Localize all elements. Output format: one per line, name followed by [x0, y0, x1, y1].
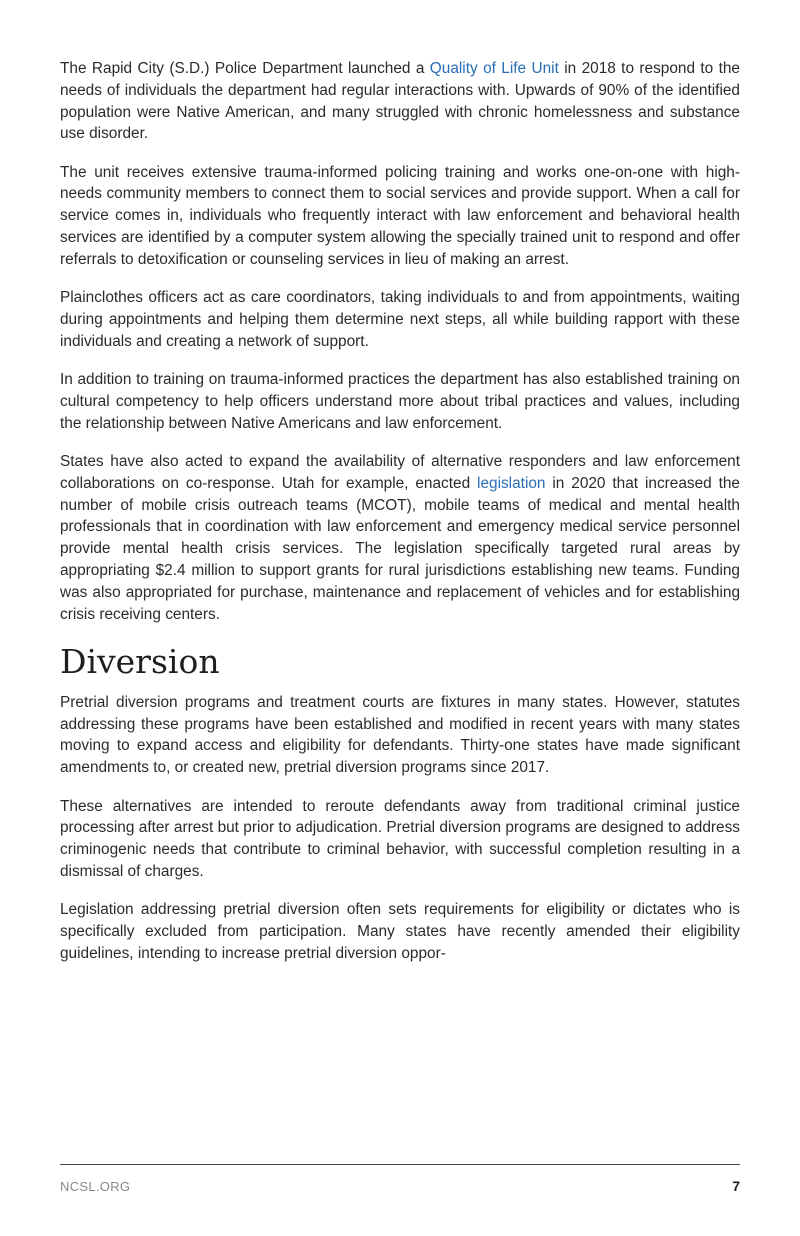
paragraph-cultural-competency: In addition to training on trauma-informed practices the department has also established training on cultural competency to help officers understand more about tribal practices and values, including the relationship between Native Americans and law enforcement.: [60, 371, 740, 432]
footer-divider: [60, 1164, 740, 1165]
page-number: 7: [732, 1178, 740, 1194]
paragraph-plainclothes: Plainclothes officers act as care coordinators, taking individuals to and from appointments, waiting during appointments and helping them determine next steps, all while building rapport with these individuals and creating a network of support.: [60, 289, 740, 350]
paragraph-unit-training: The unit receives extensive trauma-informed policing training and works one-on-one with high-needs community members to connect them to social services and provide support. When a call for service comes in, individuals who frequently interact with law enforcement and behavioral health services are identified by a computer system allowing the specially trained unit to respond and offer referrals to detoxification or counseling services in lieu of making an arrest.: [60, 163, 740, 268]
paragraph-pretrial-programs: Pretrial diversion programs and treatment courts are fixtures in many states. However, statutes addressing these programs have been established and modified in recent years with many states moving to expand access and eligibility for defendants. Thirty-one states have made significant amendments to, or created new, pretrial diversion programs since 2017.: [60, 693, 740, 777]
legislation-link[interactable]: legislation: [477, 474, 546, 492]
quality-of-life-unit-link[interactable]: Quality of Life Unit: [429, 60, 559, 77]
paragraph-text: The Rapid City (S.D.) Police Department launched a: [60, 60, 430, 77]
paragraph-rapid-city: [60, 58, 740, 145]
paragraph-text: States have also acted to expand the availability of alternative responders and law enforcement collaborations on co-response. Utah for example, enacted: [60, 452, 740, 492]
paragraph-alternatives: These alternatives are intended to reroute defendants away from traditional criminal justice processing after arrest but prior to adjudication. Pretrial diversion programs are designed to address criminogenic needs that contribute to criminal behavior, with successful completion resulting in a dismissal of charges.: [60, 797, 740, 880]
page-content: [60, 58, 740, 981]
paragraph-eligibility: Legislation addressing pretrial diversion often sets requirements for eligibility or dictates who is specifically excluded from participation. Many states have recently amended their eligibility guidelines, intending to increase pretrial diversion oppor-: [60, 901, 740, 962]
paragraph-text: in 2020 that increased the number of mobile crisis outreach teams (MCOT), mobile teams of medical and mental health professionals that in coordination with law enforcement and emergency medical service personnel provide mental health crisis services. The legislation specifically targeted rural areas by appropriating $2.4 million to support grants for rural jurisdictions establishing new teams. Funding was also appropriated for purchase, maintenance and replacement of vehicles and for establishing crisis receiving centers.: [60, 474, 740, 623]
footer-site-name: NCSL.ORG: [60, 1179, 131, 1194]
section-heading-diversion: Diversion: [60, 641, 220, 681]
paragraph-text: in 2018 to respond to the needs of individuals the department had regular interactions with. Upwards of 90% of the identified population were Native American, and many struggled with chronic homelessness and substance use disorder.: [60, 60, 740, 143]
paragraph-utah-legislation: [60, 451, 740, 625]
